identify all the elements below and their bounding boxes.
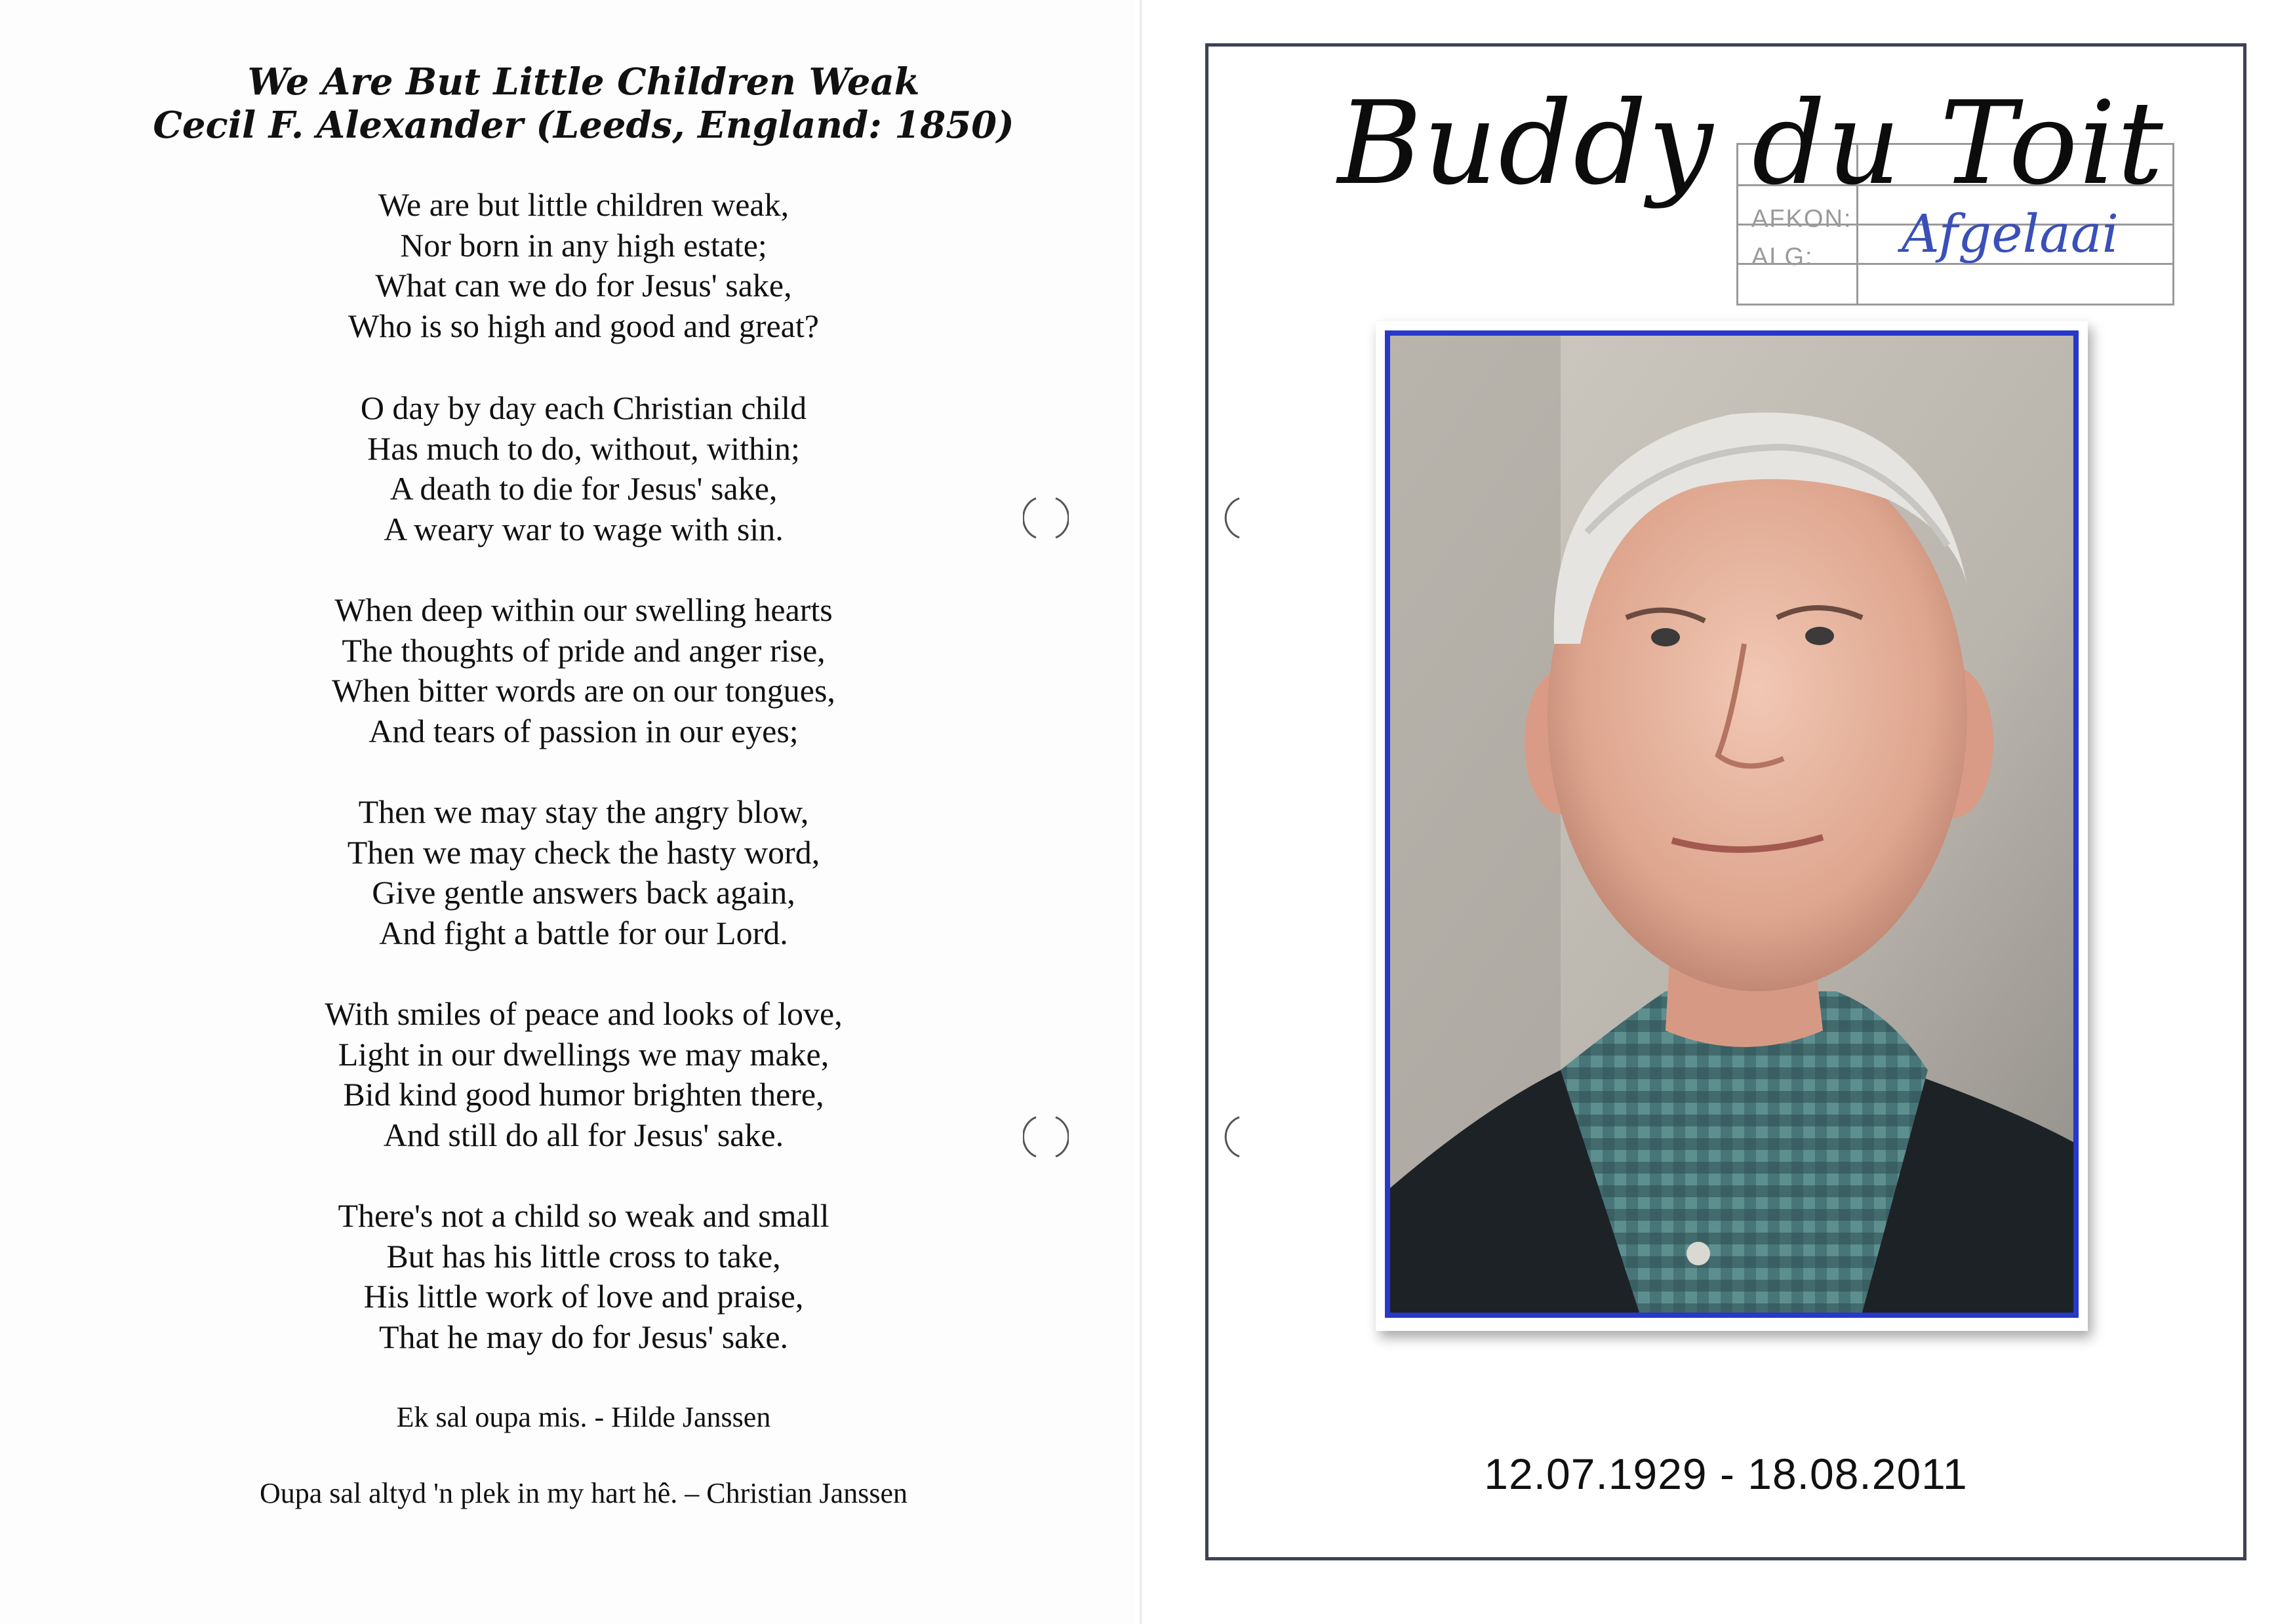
poem-stanza-1 xyxy=(0,185,1167,346)
poem-line: A weary war to wage with sin. xyxy=(384,510,784,547)
poem-line: And tears of passion in our eyes; xyxy=(369,712,799,749)
binder-hole-icon xyxy=(1213,1112,1246,1162)
poem-line: That he may do for Jesus' sake. xyxy=(378,1318,789,1355)
poem-line: O day by day each Christian child xyxy=(360,389,807,426)
deceased-name: Buddy du Toit xyxy=(1338,77,2165,210)
poem-stanza-4 xyxy=(0,792,1167,953)
poem-line: When deep within our swelling hearts xyxy=(334,591,833,628)
poem-stanza-3 xyxy=(0,590,1167,751)
page-fold xyxy=(1140,0,1142,1624)
binder-hole-icon xyxy=(1023,493,1069,543)
poem-line: His little work of love and praise, xyxy=(363,1278,804,1315)
poem-line: And fight a battle for our Lord. xyxy=(379,914,788,951)
handwritten-signature: Afgelaai xyxy=(1902,203,2119,264)
poem-line: Has much to do, without, within; xyxy=(367,429,800,467)
poem-stanza-2 xyxy=(0,388,1167,549)
poem-line: And still do all for Jesus' sake. xyxy=(383,1116,784,1153)
poem-line: Bid kind good humor brighten there, xyxy=(343,1076,824,1113)
binder-hole-icon xyxy=(1023,1112,1069,1162)
poem-line: The thoughts of pride and anger rise, xyxy=(342,631,826,669)
poem-line: Then we may check the hasty word, xyxy=(347,833,820,871)
life-dates: 12.07.1929 - 18.08.2011 xyxy=(1484,1450,1968,1498)
tribute-hilde: Ek sal oupa mis. - Hilde Janssen xyxy=(396,1401,771,1433)
stamp-label-afkon: AFKON: xyxy=(1751,205,1852,233)
poem-line: Light in our dwellings we may make, xyxy=(338,1035,829,1073)
poem-line: Who is so high and good and great? xyxy=(348,307,819,344)
poem-line: A death to die for Jesus' sake, xyxy=(389,470,778,507)
portrait-photo xyxy=(1385,330,2079,1318)
poem-line: But has his little cross to take, xyxy=(386,1237,781,1275)
poem-stanza-5 xyxy=(0,994,1167,1155)
poem-attribution: Cecil F. Alexander (Leeds, England: 1850) xyxy=(153,104,1014,147)
poem-line: Then we may stay the angry blow, xyxy=(358,793,809,830)
tribute-christian: Oupa sal altyd 'n plek in my hart hê. – Christian Janssen xyxy=(260,1477,908,1509)
poem-line: What can we do for Jesus' sake, xyxy=(375,267,792,304)
stamp-label-alg: ALG: xyxy=(1751,243,1814,271)
binder-hole-icon xyxy=(1213,493,1246,543)
poem-line: With smiles of peace and looks of love, xyxy=(325,995,843,1032)
poem-line: There's not a child so weak and small xyxy=(338,1197,829,1234)
portrait-photo-icon xyxy=(1390,336,2073,1313)
poem-line: Nor born in any high estate; xyxy=(400,226,767,264)
left-page xyxy=(0,0,1134,1624)
poem-title: We Are But Little Children Weak xyxy=(247,60,920,104)
poem-line: When bitter words are on our tongues, xyxy=(332,672,835,709)
poem-line: We are but little children weak, xyxy=(378,186,789,223)
poem-line: Give gentle answers back again, xyxy=(372,874,795,911)
poem-stanza-6 xyxy=(0,1196,1167,1357)
